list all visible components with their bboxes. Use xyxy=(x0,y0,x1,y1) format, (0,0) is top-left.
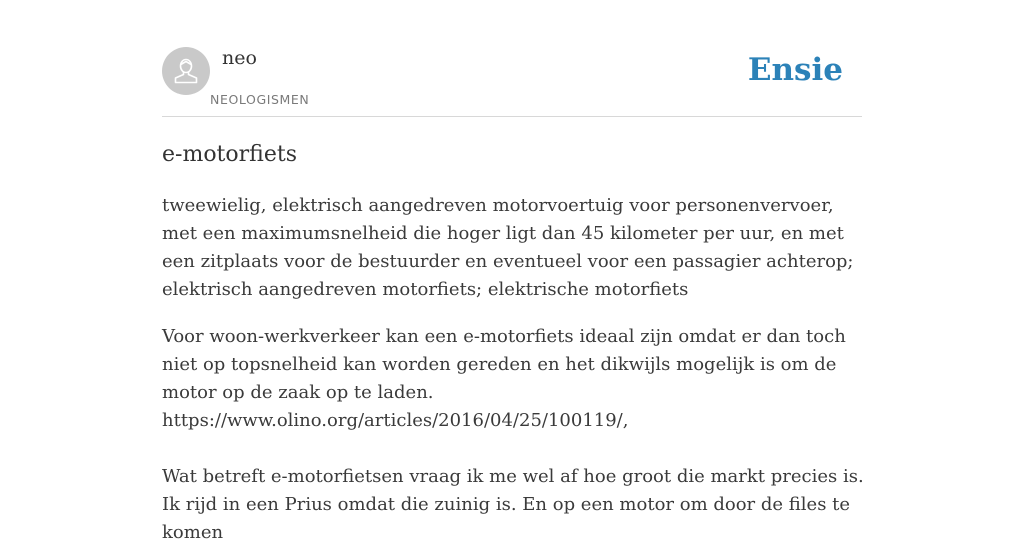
example-quote: Voor woon-werkverkeer kan een e-motorfiets ideaal zijn omdat er dan toch niet op topsnelheid kan worden gereden en het dikwijls mogelijk is om de motor op de zaak op te laden. xyxy=(162,326,846,403)
user-silhouette-icon xyxy=(162,47,210,95)
example-source-link[interactable]: https://www.olino.org/articles/2016/04/25/100119/, xyxy=(162,410,629,431)
entry-example xyxy=(162,323,867,547)
ensie-logo[interactable]: Ensie xyxy=(747,52,843,88)
example-second-quote: Wat betreft e-motorfietsen vraag ik me wel af hoe groot die markt precies is. Ik rijd in een Prius omdat die zuinig is. En op een motor om door de files te komen xyxy=(162,466,864,543)
entry-definition: tweewielig, elektrisch aangedreven motorvoertuig voor personenvervoer, met een maximumsnelheid die hoger ligt dan 45 kilometer per uur, en met een zitplaats voor de bestuurder en eventueel voor een passagier achterop; elektrisch aangedreven motorfiets; elektrische motorfiets xyxy=(162,195,854,300)
example-spacer xyxy=(162,435,867,463)
author-avatar[interactable] xyxy=(162,47,210,95)
entry-header xyxy=(162,46,862,117)
author-name-link[interactable]: neo xyxy=(222,47,257,69)
entry-title: e-motorfiets xyxy=(162,142,297,167)
author-category[interactable]: NEOLOGISMEN xyxy=(210,92,310,107)
